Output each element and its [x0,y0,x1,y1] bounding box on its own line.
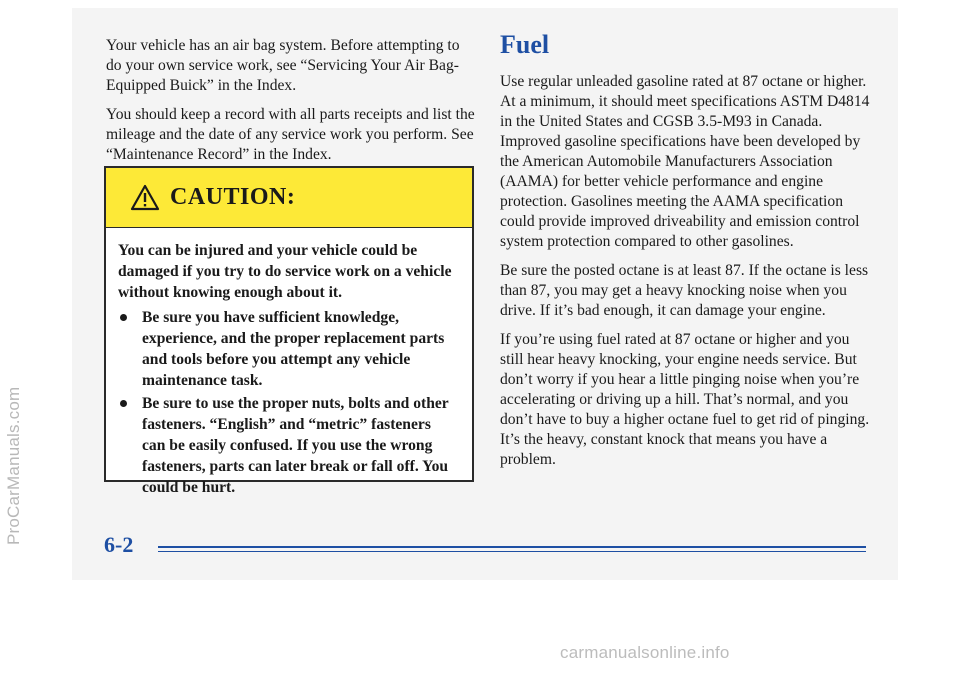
page-number: 6-2 [104,532,134,557]
bottom-watermark: carmanualsonline.info [560,643,730,662]
fuel-paragraph-posted-octane: Be sure the posted octane is at least 87. If the octane is less than 87, you may get a heavy knocking noise when you drive. If it’s bad enough, it can damage your engine. [500,262,869,319]
caution-header [106,168,472,228]
caution-bullet-text: Be sure to use the proper nuts, bolts and other fasteners. “English” and “metric” fasteners can be easily confused. If you use the wrong fasteners, parts can later break or fall off. You could be hurt. [142,395,449,496]
bullet-dot-icon [120,314,127,321]
bullet-dot-icon [120,400,127,407]
caution-title: CAUTION: [170,184,296,210]
footer-rule-thick [158,546,866,548]
caution-box [104,166,474,496]
fuel-paragraph-knocking: If you’re using fuel rated at 87 octane or higher and you still hear heavy knocking, your engine needs service. But don’t worry if you hear a little pinging noise when you’re accelerating or driving up a hill. That’s normal, and you don’t have to buy a higher octane fuel to get rid of pinging. It’s the heavy, constant knock that means you have a problem. [500,331,870,468]
intro-paragraph-air-bag: Your vehicle has an air bag system. Before attempting to do your own service work, see “Servicing Your Air Bag-Equipped Buick” in the Index. [106,37,460,94]
left-column [106,36,476,174]
fuel-paragraph-octane: Use regular unleaded gasoline rated at 87 octane or higher. At a minimum, it should meet specifications ASTM D4814 in the United States and CGSB 3.5-M93 in Canada. Improved gasoline specifications have been developed by the American Automobile Manufacturers Association (AAMA) for better vehicle performance and engine protection. Gasolines meeting the AAMA specification could provide improved driveability and emission control system protection compared to other gasolines. [500,73,870,250]
side-watermark: ProCarManuals.com [4,386,23,545]
right-column [500,28,872,479]
caution-bullet-text: Be sure you have sufficient knowledge, experience, and the proper replacement parts and tools before you attempt any vehicle maintenance task. [142,309,445,389]
caution-bullet-item [118,393,458,498]
caution-lead: You can be injured and your vehicle could be damaged if you try to do service work on a vehicle without knowing enough about it. [118,242,452,301]
footer-rule-thin [158,551,866,552]
intro-paragraph-records: You should keep a record with all parts receipts and list the mileage and the date of any service work you perform. See “Maintenance Record” in the Index. [106,106,475,163]
caution-bullet-item [118,307,458,391]
section-title-fuel: Fuel [500,30,550,59]
page-footer [104,532,866,562]
warning-triangle-icon [130,184,160,211]
caution-body [106,228,472,498]
caution-bullet-list [118,307,458,498]
